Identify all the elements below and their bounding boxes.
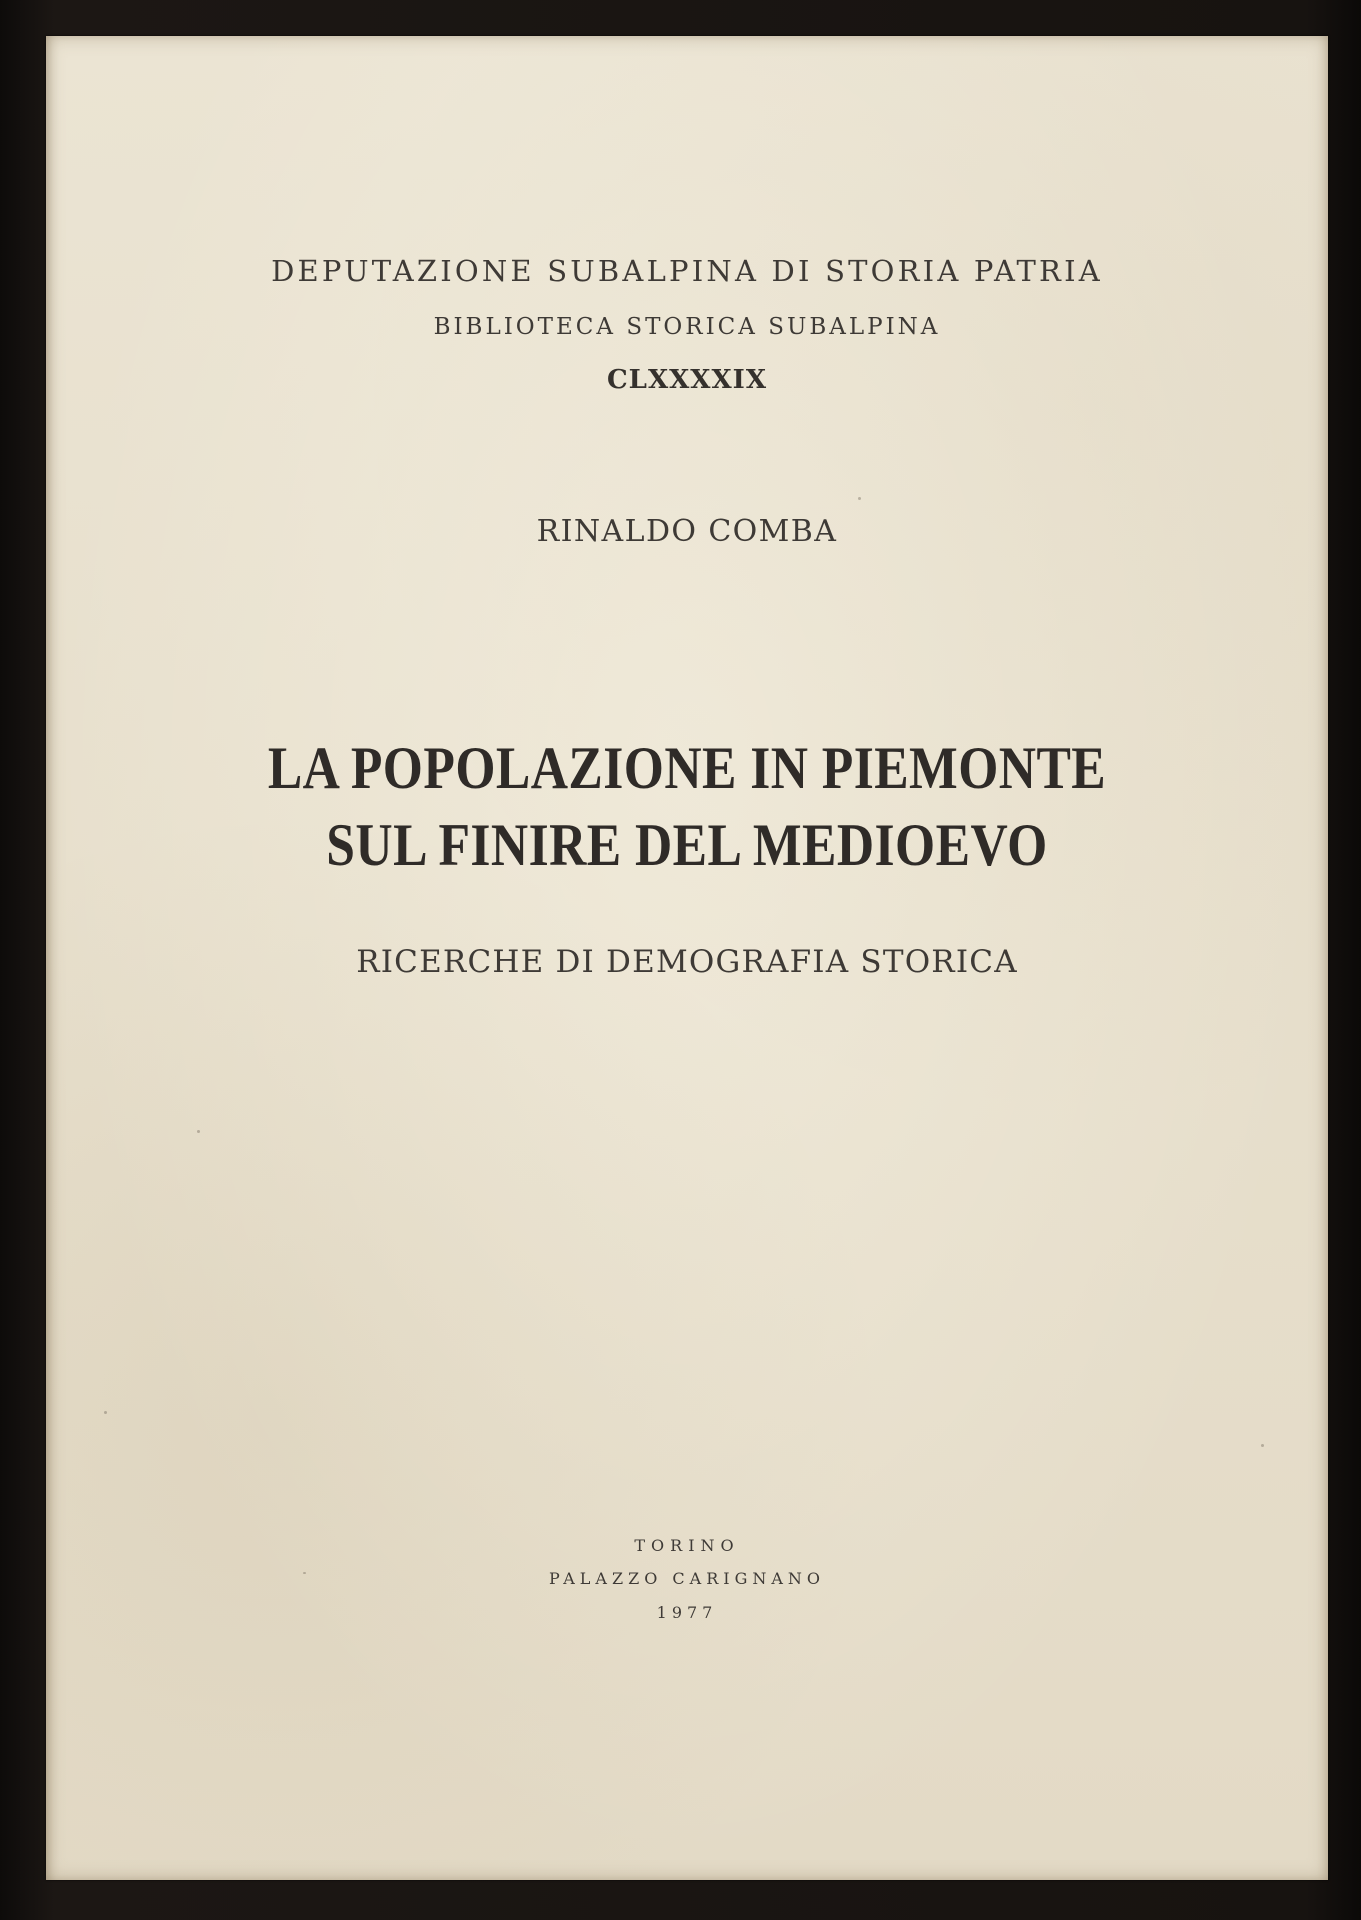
book-title-line-1: LA POPOLAZIONE IN PIEMONTE: [267, 735, 1107, 801]
paper-speck: [858, 497, 861, 500]
paper-speck: [303, 1572, 306, 1574]
series-name: BIBLIOTECA STORICA SUBALPINA: [433, 314, 941, 340]
book-subtitle: RICERCHE DI DEMOGRAFIA STORICA: [356, 944, 1018, 980]
publisher-name: PALAZZO CARIGNANO: [548, 1569, 826, 1588]
volume-number: CLXXXXIX: [606, 365, 767, 395]
paper-speck: [1261, 1444, 1264, 1447]
paper-speck: [197, 1130, 200, 1133]
author-name: RINALDO COMBA: [536, 514, 838, 549]
publication-year: 1977: [656, 1603, 718, 1622]
book-title-line-2: SUL FINIRE DEL MEDIOEVO: [326, 812, 1048, 878]
paper-speck: [836, 950, 838, 952]
paper-speck: [104, 1411, 107, 1414]
book-cover: [46, 36, 1328, 1880]
publication-city: TORINO: [634, 1536, 740, 1555]
institution-name: DEPUTAZIONE SUBALPINA DI STORIA PATRIA: [271, 254, 1103, 288]
